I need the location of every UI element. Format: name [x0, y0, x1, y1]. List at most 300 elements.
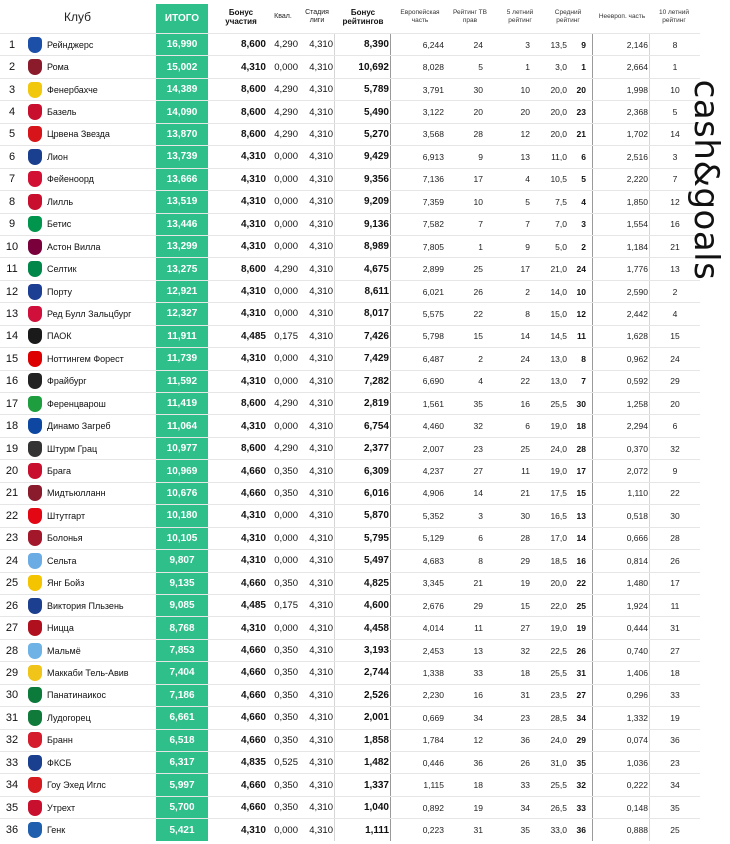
- five-year-cell: 25: [520, 443, 530, 454]
- rank-cell: 15: [5, 352, 19, 365]
- avg-rank-cell: 26: [576, 645, 586, 656]
- total-cell: 9,085: [156, 595, 208, 616]
- tv-rating-cell: 30: [473, 84, 483, 95]
- crest-shape: [28, 37, 42, 53]
- bonus-cell: 8,600: [240, 398, 266, 410]
- euro-cell: 6,487: [422, 353, 444, 364]
- kval-cell: 0,000: [274, 353, 298, 365]
- avg-rating-cell: 5,0: [555, 241, 567, 252]
- tv-rating-cell: 35: [473, 398, 483, 409]
- rank-cell: 10: [5, 240, 19, 253]
- avg-rating-cell: 17,5: [550, 488, 567, 499]
- tv-rating-cell: 19: [473, 802, 483, 813]
- tv-rating-cell: 34: [473, 712, 483, 723]
- non-euro-cell: 1,702: [626, 129, 648, 140]
- bonus-cell: 4,660: [240, 689, 266, 701]
- ten-year-cell: 8: [672, 39, 678, 50]
- rating-bonus-cell: 4,458: [363, 622, 389, 634]
- kval-cell: 0,000: [274, 555, 298, 567]
- ten-year-cell: 9: [672, 466, 678, 477]
- header-five: 5 летний рейтинг: [506, 9, 534, 24]
- club-crest-icon: [26, 550, 44, 571]
- bonus-cell: 4,660: [240, 465, 266, 477]
- kval-cell: 0,350: [274, 577, 298, 589]
- tv-rating-cell: 15: [473, 331, 483, 342]
- crest-shape: [28, 126, 42, 142]
- rating-bonus-cell: 2,377: [363, 443, 389, 455]
- table-row: [0, 325, 700, 347]
- club-crest-icon: [26, 236, 44, 257]
- tv-rating-cell: 24: [473, 39, 483, 50]
- euro-cell: 2,230: [422, 690, 444, 701]
- stage-cell: 4,310: [309, 824, 333, 836]
- stage-cell: 4,310: [309, 779, 333, 791]
- table-header: [0, 0, 700, 33]
- crest-shape: [28, 418, 42, 434]
- euro-cell: 8,028: [422, 62, 444, 73]
- rank-cell: 34: [5, 779, 19, 792]
- rank-cell: 9: [8, 218, 16, 231]
- five-year-cell: 17: [520, 264, 530, 275]
- rank-cell: 22: [5, 509, 19, 522]
- rating-bonus-cell: 9,356: [363, 173, 389, 185]
- euro-cell: 4,683: [422, 555, 444, 566]
- five-year-cell: 16: [520, 398, 530, 409]
- club-name: Ференцварош: [47, 398, 106, 409]
- stage-cell: 4,310: [309, 128, 333, 140]
- euro-cell: 5,129: [422, 533, 444, 544]
- non-euro-cell: 2,368: [626, 107, 648, 118]
- ten-year-cell: 6: [672, 421, 678, 432]
- ten-year-cell: 11: [670, 600, 680, 611]
- kval-cell: 4,290: [274, 128, 298, 140]
- crest-shape: [28, 508, 42, 524]
- non-euro-cell: 1,998: [626, 84, 648, 95]
- rank-cell: 7: [8, 173, 16, 186]
- avg-rank-cell: 19: [576, 623, 586, 634]
- table-row: [0, 504, 700, 526]
- avg-rating-cell: 26,5: [550, 802, 567, 813]
- club-name: Лион: [47, 151, 68, 162]
- five-year-cell: 21: [520, 488, 530, 499]
- euro-cell: 7,136: [422, 174, 444, 185]
- bonus-cell: 4,485: [240, 330, 266, 342]
- table-row: [0, 773, 700, 795]
- ten-year-cell: 18: [670, 667, 680, 678]
- crest-shape: [28, 373, 42, 389]
- avg-rating-cell: 7,5: [555, 196, 567, 207]
- table-row: [0, 280, 700, 302]
- non-euro-cell: 1,776: [626, 264, 648, 275]
- crest-shape: [28, 822, 42, 838]
- avg-rank-cell: 10: [576, 286, 586, 297]
- euro-cell: 6,690: [422, 376, 444, 387]
- rating-bonus-cell: 2,819: [363, 398, 389, 410]
- club-crest-icon: [26, 685, 44, 706]
- total-cell: 11,739: [156, 348, 208, 369]
- ten-year-cell: 24: [670, 353, 680, 364]
- euro-cell: 5,798: [422, 331, 444, 342]
- ten-year-cell: 21: [670, 241, 680, 252]
- club-name: Ред Булл Зальцбург: [47, 308, 132, 319]
- ten-year-cell: 23: [670, 757, 680, 768]
- rating-bonus-cell: 1,111: [365, 824, 389, 836]
- ten-year-cell: 5: [672, 107, 678, 118]
- crest-shape: [28, 194, 42, 210]
- club-name: Янг Бойз: [47, 578, 85, 589]
- total-cell: 13,739: [156, 146, 208, 167]
- table-row: [0, 78, 700, 100]
- club-name: Фенербахче: [47, 84, 98, 95]
- stage-cell: 4,310: [309, 555, 333, 567]
- rank-cell: 4: [8, 106, 16, 119]
- avg-rating-cell: 14,5: [550, 331, 567, 342]
- header-neq: Неевроп. часть: [598, 12, 646, 20]
- rating-bonus-cell: 3,193: [363, 645, 389, 657]
- table-row: [0, 616, 700, 638]
- header-rating-bonus: Бонус рейтингов: [342, 7, 384, 26]
- stage-cell: 4,310: [309, 532, 333, 544]
- stage-cell: 4,310: [309, 218, 333, 230]
- kval-cell: 0,000: [274, 622, 298, 634]
- stage-cell: 4,310: [309, 757, 333, 769]
- ten-year-cell: 22: [670, 488, 680, 499]
- crest-shape: [28, 732, 42, 748]
- crest-shape: [28, 598, 42, 614]
- avg-rank-cell: 25: [576, 600, 586, 611]
- club-name: Виктория Пльзень: [47, 600, 124, 611]
- total-cell: 8,768: [156, 617, 208, 638]
- table-row: [0, 392, 700, 414]
- kval-cell: 0,350: [274, 734, 298, 746]
- rank-cell: 27: [5, 622, 19, 635]
- kval-cell: 0,000: [274, 824, 298, 836]
- rank-cell: 18: [5, 420, 19, 433]
- bonus-cell: 4,310: [240, 196, 266, 208]
- bonus-cell: 8,600: [240, 128, 266, 140]
- club-crest-icon: [26, 730, 44, 751]
- club-name: Базель: [47, 107, 77, 118]
- avg-rating-cell: 22,5: [550, 645, 567, 656]
- avg-rating-cell: 33,0: [550, 825, 567, 836]
- five-year-cell: 23: [520, 712, 530, 723]
- ten-year-cell: 34: [670, 780, 680, 791]
- tv-rating-cell: 33: [473, 667, 483, 678]
- non-euro-cell: 0,740: [626, 645, 648, 656]
- rank-cell: 26: [5, 599, 19, 612]
- total-cell: 10,180: [156, 505, 208, 526]
- table-row: [0, 818, 700, 840]
- euro-cell: 6,913: [422, 151, 444, 162]
- rating-bonus-cell: 8,390: [363, 39, 389, 51]
- tv-rating-cell: 25: [473, 264, 483, 275]
- crest-shape: [28, 82, 42, 98]
- crest-shape: [28, 149, 42, 165]
- kval-cell: 4,290: [274, 263, 298, 275]
- bonus-cell: 4,310: [240, 218, 266, 230]
- table-row: [0, 55, 700, 77]
- rank-cell: 5: [8, 128, 16, 141]
- avg-rank-cell: 35: [576, 757, 586, 768]
- stage-cell: 4,310: [309, 308, 333, 320]
- stage-cell: 4,310: [309, 263, 333, 275]
- five-year-cell: 1: [525, 62, 530, 73]
- club-crest-icon: [26, 191, 44, 212]
- crest-shape: [28, 284, 42, 300]
- club-crest-icon: [26, 258, 44, 279]
- kval-cell: 4,290: [274, 443, 298, 455]
- club-crest-icon: [26, 752, 44, 773]
- stage-cell: 4,310: [309, 353, 333, 365]
- bonus-cell: 4,660: [240, 802, 266, 814]
- avg-rank-cell: 34: [576, 712, 586, 723]
- crest-shape: [28, 755, 42, 771]
- avg-rank-cell: 23: [576, 107, 586, 118]
- five-year-cell: 9: [525, 241, 530, 252]
- club-crest-icon: [26, 303, 44, 324]
- stage-cell: 4,310: [309, 600, 333, 612]
- avg-rank-cell: 33: [576, 802, 586, 813]
- rating-bonus-cell: 2,744: [363, 667, 389, 679]
- bonus-cell: 4,660: [240, 779, 266, 791]
- stage-cell: 4,310: [309, 734, 333, 746]
- table-row: [0, 123, 700, 145]
- avg-rating-cell: 3,0: [555, 62, 567, 73]
- header-avg: Средний рейтинг: [554, 9, 582, 24]
- header-ten: 10 летний рейтинг: [658, 9, 690, 24]
- avg-rank-cell: 18: [576, 421, 586, 432]
- non-euro-cell: 0,592: [626, 376, 648, 387]
- stage-cell: 4,310: [309, 802, 333, 814]
- avg-rank-cell: 30: [576, 398, 586, 409]
- rank-cell: 31: [5, 711, 19, 724]
- table-row: [0, 482, 700, 504]
- rating-bonus-cell: 5,795: [363, 532, 389, 544]
- tv-rating-cell: 22: [473, 308, 483, 319]
- rank-cell: 30: [5, 689, 19, 702]
- rating-bonus-cell: 5,490: [363, 106, 389, 118]
- five-year-cell: 8: [525, 308, 530, 319]
- avg-rating-cell: 25,5: [550, 780, 567, 791]
- total-cell: 6,518: [156, 730, 208, 751]
- kval-cell: 0,350: [274, 465, 298, 477]
- non-euro-cell: 2,072: [626, 466, 648, 477]
- kval-cell: 0,000: [274, 532, 298, 544]
- rank-cell: 23: [5, 532, 19, 545]
- five-year-cell: 30: [520, 510, 530, 521]
- crest-shape: [28, 710, 42, 726]
- ten-year-cell: 2: [672, 286, 678, 297]
- avg-rank-cell: 11: [577, 331, 586, 342]
- euro-cell: 0,223: [422, 825, 444, 836]
- stage-cell: 4,310: [309, 61, 333, 73]
- rating-bonus-cell: 5,270: [363, 128, 389, 140]
- club-crest-icon: [26, 819, 44, 840]
- non-euro-cell: 0,962: [626, 353, 648, 364]
- tv-rating-cell: 11: [474, 623, 483, 634]
- euro-cell: 4,906: [422, 488, 444, 499]
- five-year-cell: 22: [520, 376, 530, 387]
- rating-bonus-cell: 4,600: [363, 600, 389, 612]
- club-crest-icon: [26, 101, 44, 122]
- club-name: Штутгарт: [47, 510, 86, 521]
- rating-bonus-cell: 8,017: [363, 308, 389, 320]
- ten-year-cell: 29: [670, 376, 680, 387]
- rating-bonus-cell: 7,426: [363, 330, 389, 342]
- total-cell: 7,404: [156, 662, 208, 683]
- tv-rating-cell: 3: [478, 510, 483, 521]
- bonus-cell: 4,310: [240, 61, 266, 73]
- total-cell: 9,807: [156, 550, 208, 571]
- total-cell: 11,911: [156, 326, 208, 347]
- stage-cell: 4,310: [309, 510, 333, 522]
- rating-bonus-cell: 9,209: [363, 196, 389, 208]
- ten-year-cell: 33: [670, 690, 680, 701]
- euro-cell: 3,122: [422, 107, 444, 118]
- avg-rating-cell: 20,0: [550, 578, 567, 589]
- rank-cell: 3: [8, 83, 16, 96]
- total-cell: 7,853: [156, 640, 208, 661]
- non-euro-cell: 0,370: [626, 443, 648, 454]
- total-cell: 13,275: [156, 258, 208, 279]
- club-name: Астон Вилла: [47, 241, 101, 252]
- non-euro-cell: 0,518: [626, 510, 648, 521]
- tv-rating-cell: 7: [478, 219, 483, 230]
- avg-rating-cell: 19,0: [550, 421, 567, 432]
- tv-rating-cell: 18: [473, 780, 483, 791]
- club-name: Црвена Звезда: [47, 129, 110, 140]
- total-cell: 13,519: [156, 191, 208, 212]
- crest-shape: [28, 463, 42, 479]
- total-cell: 16,990: [156, 34, 208, 55]
- table-row: [0, 347, 700, 369]
- tv-rating-cell: 1: [478, 241, 483, 252]
- club-crest-icon: [26, 281, 44, 302]
- avg-rating-cell: 28,5: [550, 712, 567, 723]
- club-name: Бранн: [47, 735, 73, 746]
- non-euro-cell: 2,294: [626, 421, 648, 432]
- crest-shape: [28, 59, 42, 75]
- stage-cell: 4,310: [309, 196, 333, 208]
- avg-rating-cell: 31,0: [550, 757, 567, 768]
- table-row: [0, 213, 700, 235]
- bonus-cell: 4,310: [240, 286, 266, 298]
- stage-cell: 4,310: [309, 84, 333, 96]
- club-crest-icon: [26, 393, 44, 414]
- avg-rank-cell: 22: [576, 578, 586, 589]
- crest-shape: [28, 800, 42, 816]
- avg-rank-cell: 13: [576, 510, 586, 521]
- kval-cell: 0,000: [274, 196, 298, 208]
- tv-rating-cell: 8: [478, 555, 483, 566]
- table-row: [0, 594, 700, 616]
- table-row: [0, 751, 700, 773]
- total-cell: 14,090: [156, 101, 208, 122]
- ten-year-cell: 1: [672, 62, 678, 73]
- stage-cell: 4,310: [309, 106, 333, 118]
- stage-cell: 4,310: [309, 712, 333, 724]
- avg-rank-cell: 3: [581, 219, 586, 230]
- non-euro-cell: 0,888: [626, 825, 648, 836]
- tv-rating-cell: 2: [478, 353, 483, 364]
- header-total: ИТОГО: [156, 4, 208, 33]
- total-cell: 12,921: [156, 281, 208, 302]
- bonus-cell: 8,600: [240, 84, 266, 96]
- total-cell: 14,389: [156, 79, 208, 100]
- club-crest-icon: [26, 483, 44, 504]
- five-year-cell: 3: [525, 39, 530, 50]
- euro-cell: 4,014: [422, 623, 444, 634]
- table-row: [0, 168, 700, 190]
- avg-rating-cell: 16,5: [550, 510, 567, 521]
- crest-shape: [28, 239, 42, 255]
- five-year-cell: 19: [520, 578, 530, 589]
- non-euro-cell: 1,628: [626, 331, 648, 342]
- table-row: [0, 257, 700, 279]
- crest-shape: [28, 441, 42, 457]
- euro-cell: 2,007: [422, 443, 444, 454]
- ten-year-cell: 3: [672, 151, 678, 162]
- avg-rating-cell: 13,0: [550, 376, 567, 387]
- rank-cell: 25: [5, 577, 19, 590]
- five-year-cell: 18: [520, 667, 530, 678]
- bonus-cell: 4,485: [240, 600, 266, 612]
- ten-year-cell: 20: [670, 398, 680, 409]
- club-crest-icon: [26, 415, 44, 436]
- stage-cell: 4,310: [309, 173, 333, 185]
- tv-rating-cell: 12: [473, 735, 483, 746]
- kval-cell: 0,000: [274, 375, 298, 387]
- rating-bonus-cell: 1,040: [363, 802, 389, 814]
- euro-cell: 2,453: [422, 645, 444, 656]
- crest-shape: [28, 261, 42, 277]
- avg-rank-cell: 29: [576, 735, 586, 746]
- table-row: [0, 706, 700, 728]
- euro-cell: 4,460: [422, 421, 444, 432]
- avg-rating-cell: 20,0: [550, 107, 567, 118]
- kval-cell: 0,525: [274, 757, 298, 769]
- ten-year-cell: 14: [670, 129, 680, 140]
- table-row: [0, 145, 700, 167]
- five-year-cell: 14: [520, 331, 530, 342]
- total-cell: 11,592: [156, 371, 208, 392]
- crest-shape: [28, 171, 42, 187]
- header-club: Клуб: [64, 9, 91, 24]
- brand-text: cash&goals: [686, 79, 726, 281]
- non-euro-cell: 0,296: [626, 690, 648, 701]
- avg-rating-cell: 25,5: [550, 398, 567, 409]
- euro-cell: 4,237: [422, 466, 444, 477]
- five-year-cell: 20: [520, 107, 530, 118]
- euro-cell: 2,676: [422, 600, 444, 611]
- stage-cell: 4,310: [309, 39, 333, 51]
- avg-rating-cell: 18,5: [550, 555, 567, 566]
- kval-cell: 0,000: [274, 510, 298, 522]
- stage-cell: 4,310: [309, 241, 333, 253]
- club-name: Рейнджерс: [47, 39, 94, 50]
- avg-rank-cell: 12: [576, 308, 586, 319]
- avg-rank-cell: 2: [581, 241, 586, 252]
- table-row: [0, 459, 700, 481]
- total-cell: 10,676: [156, 483, 208, 504]
- ten-year-cell: 19: [670, 712, 680, 723]
- five-year-cell: 13: [520, 151, 530, 162]
- non-euro-cell: 2,146: [626, 39, 648, 50]
- club-crest-icon: [26, 169, 44, 190]
- club-name: Ницца: [47, 623, 74, 634]
- ten-year-cell: 15: [670, 331, 680, 342]
- club-name: Штурм Грац: [47, 443, 98, 454]
